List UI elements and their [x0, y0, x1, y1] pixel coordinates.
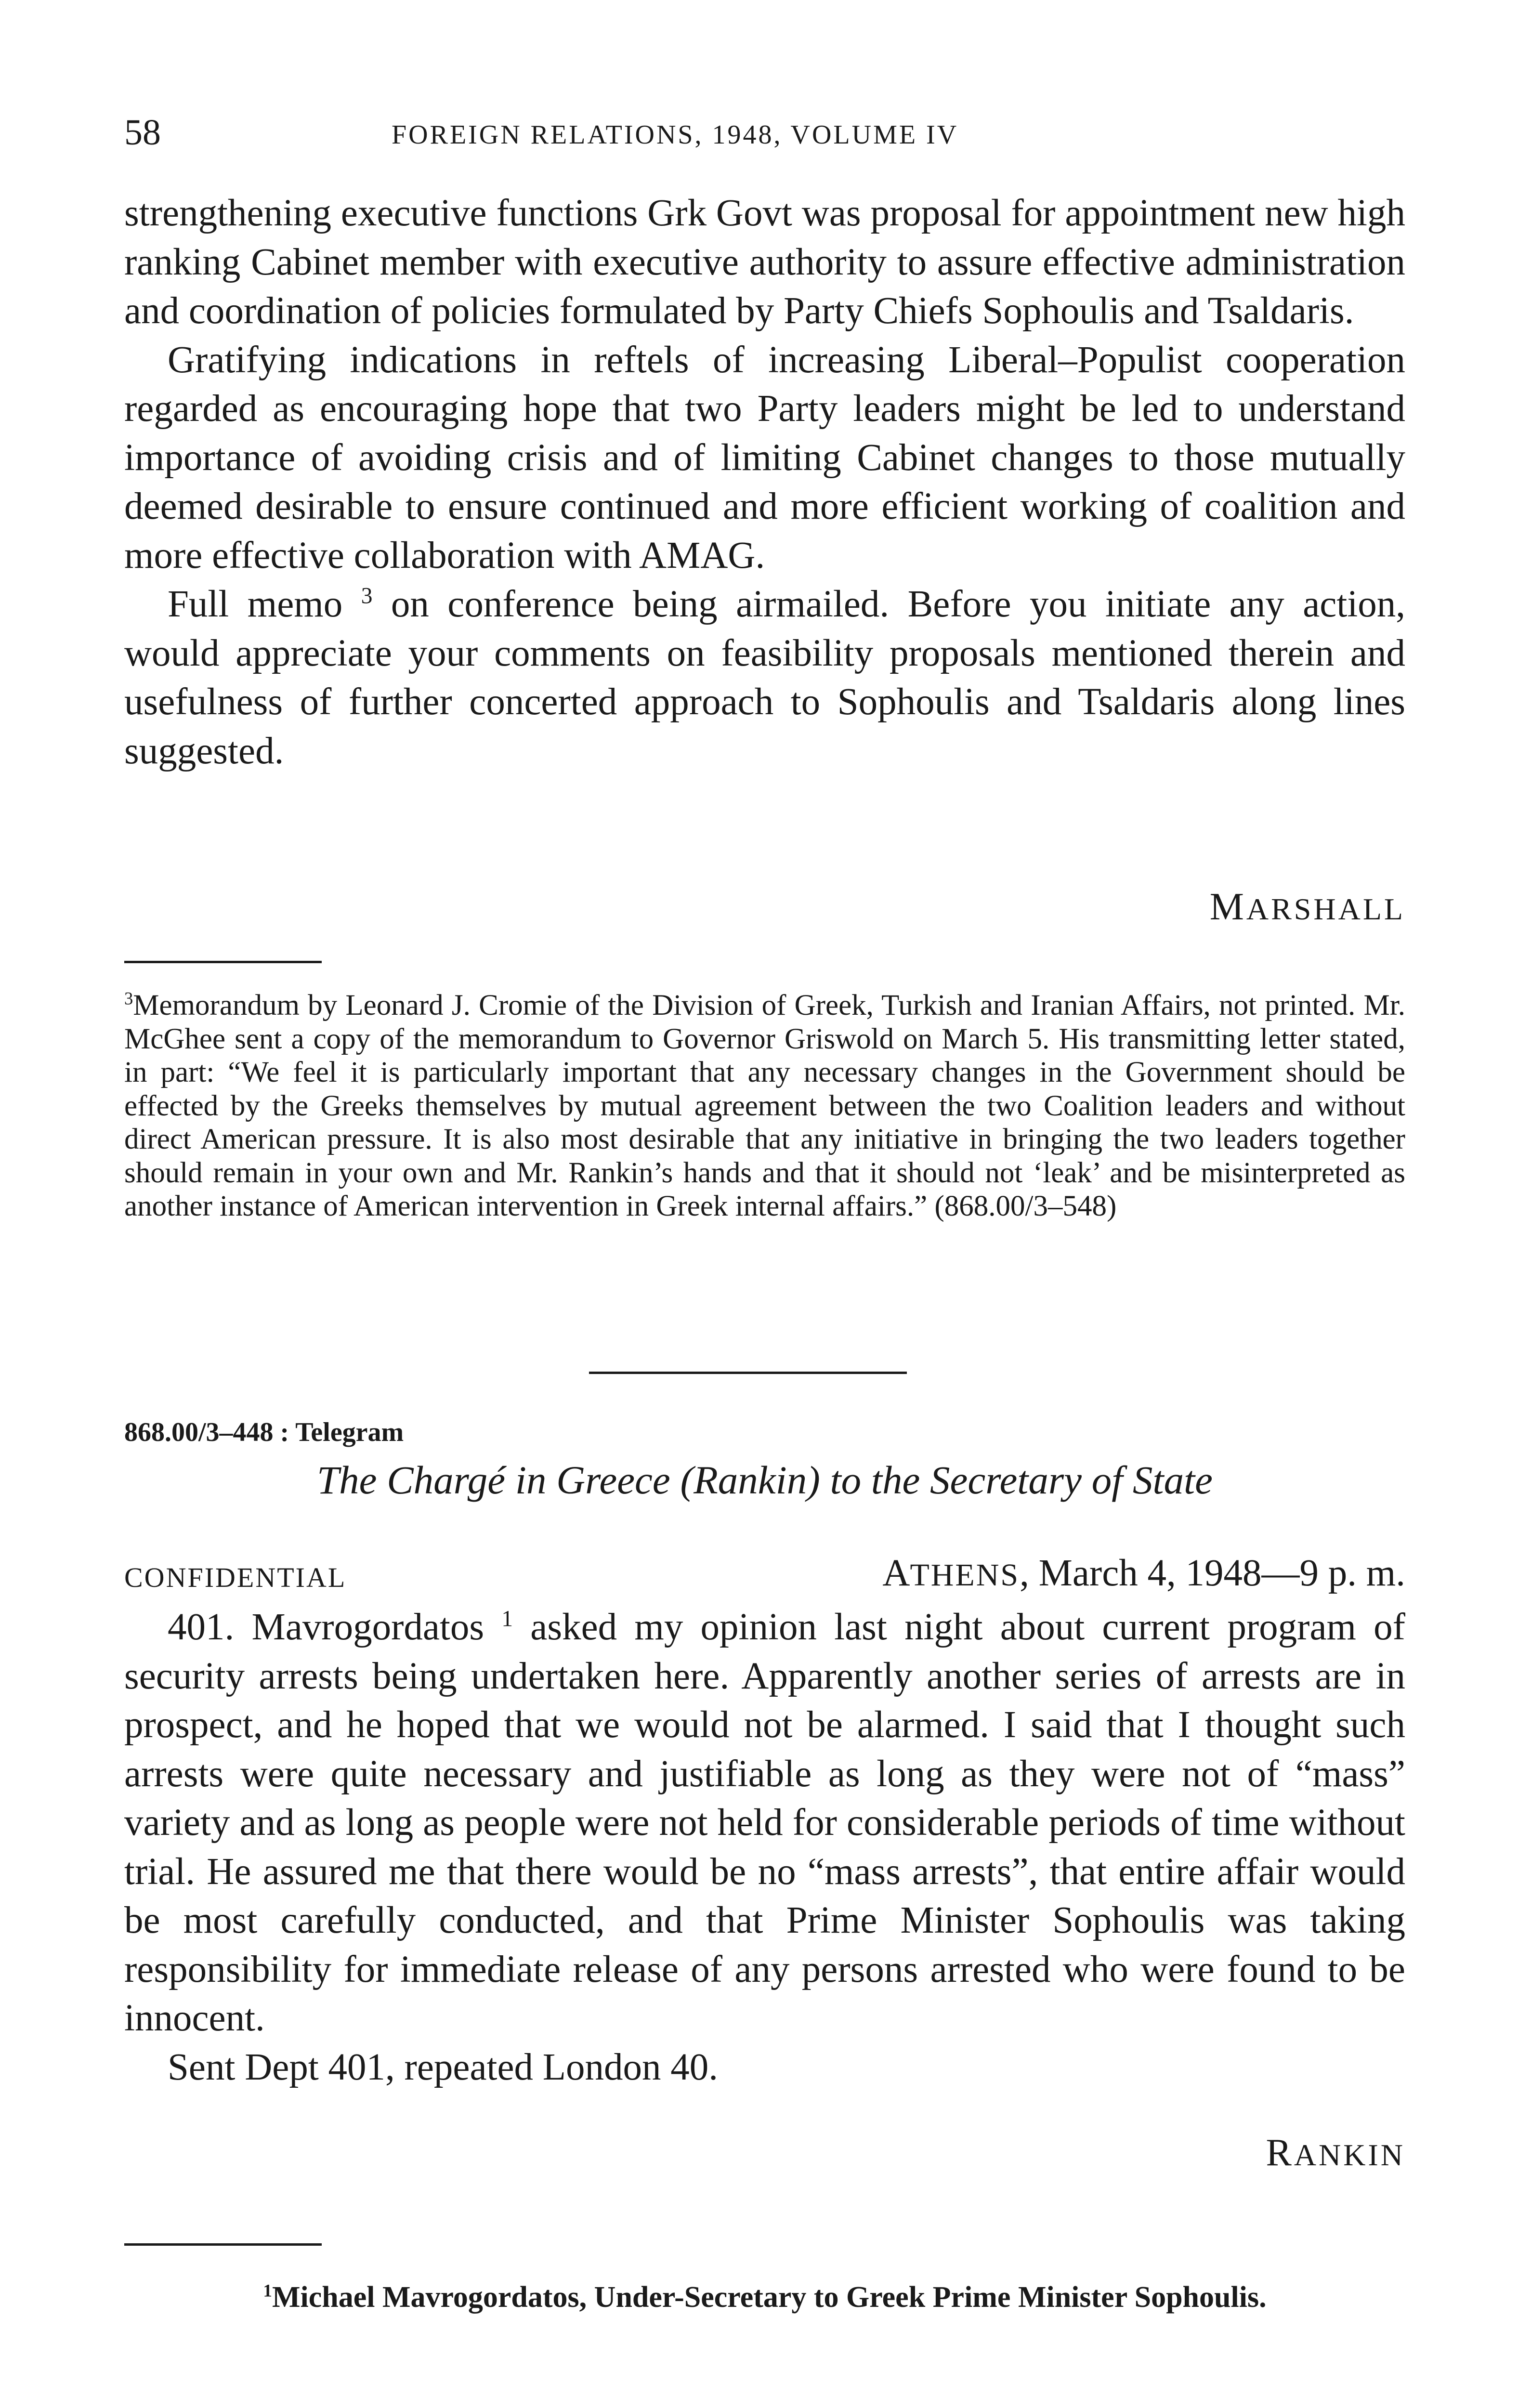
- document-id: 868.00/3–448 : Telegram: [124, 1417, 404, 1447]
- footnote-reference-1: 1: [501, 1606, 513, 1632]
- telegram-2-paragraph-2: Sent Dept 401, repeated London 40.: [168, 2046, 719, 2088]
- running-head: FOREIGN RELATIONS, 1948, VOLUME IV: [392, 120, 959, 150]
- telegram-2-paragraph-1: 401. Mavrogordatos $^1$ asked my opinion last night about current program of security arrests being undertaken here. Apparently another series of arrests are in prospect, and he hoped that we would not be alarmed. I said that I thought such arrests were quite necessary and justifiable as long as they were not of “mass” variety and as long as people were not held for considerable periods of time without trial. He assured me that there would be no “mass arrests”, that entire affair would be most carefully conducted, and that Prime Minister Sophoulis was taking responsibility for immediate release of any persons arrested who were found to be innocent.: [124, 1606, 1405, 2039]
- page-number: 58: [124, 112, 161, 153]
- footnote-reference-3: 3: [361, 583, 373, 609]
- page-header: [124, 112, 1405, 155]
- telegram-1-body: [124, 189, 1405, 775]
- telegram-1-paragraph-2: Gratifying indications in reftels of increasing Liberal–Populist cooperation regarded as encouraging hope that two Party leaders might be led to understand importance of avoiding crisis and of limiting Cabinet changes to those mutually deemed desirable to ensure continued and more efficient working of coalition and more effective collaboration with AMAG.: [124, 339, 1405, 576]
- telegram-2-body: [124, 1603, 1405, 2092]
- dateline-row: [124, 1552, 1405, 1605]
- footnote-3: [124, 989, 1405, 1223]
- document-page: [124, 0, 1405, 2408]
- document-title: The Chargé in Greece (Rankin) to the Secretary of State: [316, 1458, 1213, 1502]
- footnote-1: [124, 2280, 1405, 2315]
- footnote-rule-2: [124, 2243, 322, 2246]
- section-divider: [589, 1372, 907, 1374]
- footnote-3-text: Memorandum by Leonard J. Cromie of the Division of Greek, Turkish and Iranian Affairs, not printed. Mr. McGhee sent a copy of the memorandum to Governor Griswold on March 5. His transmitting letter stated, in part: “We feel it is particularly important that any necessary changes in the Government should be effected by the Greeks themselves by mutual agreement between the two Coalition leaders and without direct American pressure. It is also most desirable that any initiative in bringing the two leaders together should remain in your own and Mr. Rankin’s hands and that it should not ‘leak’ and be misinterpreted as another instance of American intervention in Greek internal affairs.” (868.00/3–548): [124, 989, 1405, 1222]
- signature-marshall: MARSHALL: [1209, 886, 1405, 928]
- classification: CONFIDENTIAL: [124, 1562, 347, 1593]
- footnote-rule-1: [124, 961, 322, 963]
- dateline: ATHENS, March 4, 1948—9 p. m.: [882, 1552, 1405, 1594]
- footnote-3-marker: 3: [124, 988, 133, 1008]
- signature-rankin: RANKIN: [1266, 2132, 1405, 2174]
- telegram-1-paragraph-3: Full memo $^3$ on conference being airmailed. Before you initiate any action, would appreciate your comments on feasibility proposals mentioned therein and usefulness of further concerted approach to Sophoulis and Tsaldaris along lines suggested.: [124, 583, 1406, 772]
- footnote-1-text: Michael Mavrogordatos, Under-Secretary to Greek Prime Minister Sophoulis.: [272, 2281, 1267, 2314]
- footnote-1-marker: 1: [263, 2281, 272, 2301]
- telegram-1-paragraph-1: strengthening executive functions Grk Govt was proposal for appointment new high ranking Cabinet member with executive authority to assure effective administration and coordination of policies formulated by Party Chiefs Sophoulis and Tsaldaris.: [124, 192, 1405, 332]
